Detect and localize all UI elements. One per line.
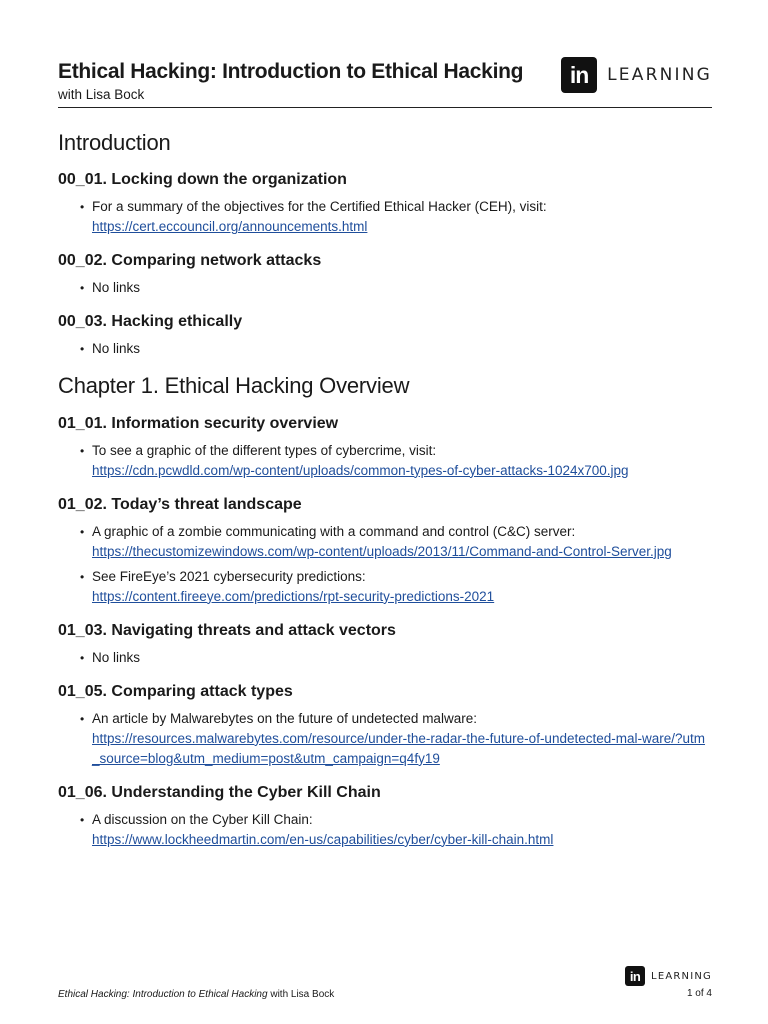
lesson-link-list — [58, 648, 712, 668]
lesson-link-list — [58, 197, 712, 237]
linkedin-in-icon: in — [561, 57, 597, 93]
section-heading: Chapter 1. Ethical Hacking Overview — [58, 373, 410, 399]
list-item — [92, 339, 712, 359]
lesson-title: 00_03. Hacking ethically — [58, 313, 243, 331]
document-header — [58, 56, 712, 108]
footer-linkedin-learning-logo — [625, 966, 712, 986]
footer-linkedin-in-icon: in — [625, 966, 645, 986]
list-item — [92, 522, 712, 562]
document-page — [58, 0, 712, 1024]
item-text: A graphic of a zombie communicating with a command and control (C&C) server: — [92, 523, 576, 539]
list-item — [92, 567, 712, 607]
item-text: No links — [92, 341, 141, 357]
lesson-title: 01_02. Today’s threat landscape — [58, 495, 302, 513]
lesson-title: 00_01. Locking down the organization — [58, 171, 347, 189]
page-number: 1 of 4 — [686, 988, 712, 999]
list-item — [92, 441, 712, 481]
lesson-link-list — [58, 810, 712, 850]
list-item — [92, 197, 712, 237]
lesson-link-list — [58, 709, 712, 769]
document-subtitle: with Lisa Bock — [58, 87, 145, 102]
item-text: No links — [92, 649, 141, 665]
resource-link[interactable]: https://cert.eccouncil.org/announcements.html — [92, 219, 368, 235]
logo-wordmark: LEARNING — [607, 65, 712, 85]
resource-link[interactable]: https://cdn.pcwdld.com/wp-content/uploads/common-types-of-cyber-attacks-1024x700.jpg — [92, 462, 629, 478]
lesson-title: 01_03. Navigating threats and attack vectors — [58, 621, 396, 639]
footer-logo-wordmark: LEARNING — [651, 970, 712, 982]
resource-link[interactable]: https://thecustomizewindows.com/wp-content/uploads/2013/11/Command-and-Control-Server.jpg — [92, 543, 672, 559]
section-heading: Introduction — [58, 130, 171, 155]
resource-link[interactable]: https://content.fireeye.com/predictions/rpt-security-predictions-2021 — [92, 588, 495, 604]
item-text: To see a graphic of the different types of cybercrime, visit: — [92, 442, 437, 458]
list-item — [92, 278, 712, 298]
item-text: A discussion on the Cyber Kill Chain: — [92, 811, 313, 827]
lesson-title: 00_02. Comparing network attacks — [58, 252, 322, 270]
lesson-link-list — [58, 278, 712, 298]
resource-link[interactable]: https://resources.malwarebytes.com/resource/under-the-radar-the-future-of-undetected-mal-ware/?utm_source=blog&utm_medium=post&utm_campaign=q4fy19 — [92, 730, 706, 766]
item-text: No links — [92, 280, 141, 296]
footer-author: with Lisa Bock — [267, 989, 335, 1000]
resource-link[interactable]: https://www.lockheedmartin.com/en-us/capabilities/cyber/cyber-kill-chain.html — [92, 831, 554, 847]
footer-course-credit — [58, 989, 334, 1000]
document-content — [58, 126, 712, 855]
lesson-link-list — [58, 339, 712, 359]
item-text: See FireEye’s 2021 cybersecurity predictions: — [92, 568, 366, 584]
lesson-title: 01_06. Understanding the Cyber Kill Chain — [58, 783, 381, 801]
lesson-title: 01_01. Information security overview — [58, 414, 339, 432]
lesson-link-list — [58, 522, 712, 607]
item-text: For a summary of the objectives for the Certified Ethical Hacker (CEH), visit: — [92, 199, 547, 215]
lesson-title: 01_05. Comparing attack types — [58, 682, 293, 700]
lesson-link-list — [58, 441, 712, 481]
document-title: Ethical Hacking: Introduction to Ethical Hacking — [58, 60, 524, 83]
list-item — [92, 709, 712, 769]
linkedin-learning-logo — [561, 57, 712, 93]
list-item — [92, 648, 712, 668]
footer-course-title: Ethical Hacking: Introduction to Ethical Hacking — [58, 989, 268, 1000]
list-item — [92, 810, 712, 850]
item-text: An article by Malwarebytes on the future of undetected malware: — [92, 710, 477, 726]
